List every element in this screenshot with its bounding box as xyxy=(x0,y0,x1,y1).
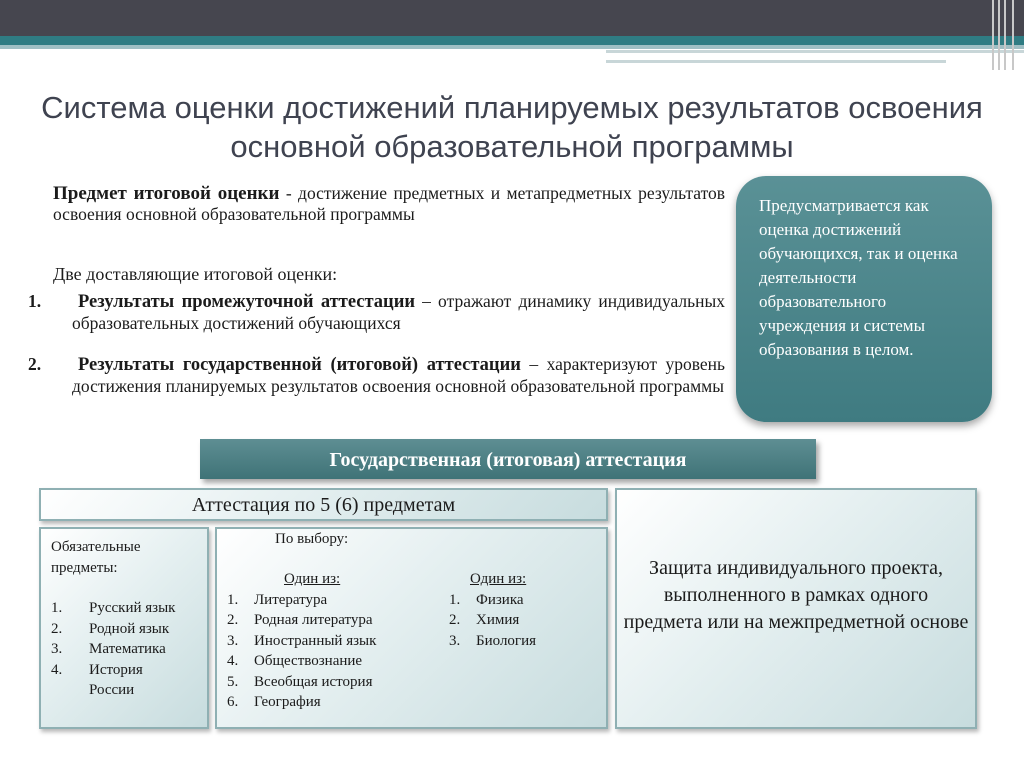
project-defense-panel: Защита индивидуального проекта, выполненного в рамках одного предмета или на межпредметной основе xyxy=(615,488,977,729)
list-item: 4. История России xyxy=(51,661,143,698)
decor-line xyxy=(606,50,1024,53)
elective-title: По выбору: xyxy=(275,531,349,547)
top-accent-stripe xyxy=(0,36,1024,45)
mandatory-title: Обязательные предметы: xyxy=(51,539,141,576)
list-item: 2. Родной язык xyxy=(51,620,170,637)
mandatory-subjects-panel xyxy=(39,527,209,729)
decor-line xyxy=(992,0,994,70)
list-item: 3. Биология xyxy=(449,632,537,649)
subject-label: Предмет итоговой оценки xyxy=(53,183,280,204)
list-item: 1. Физика xyxy=(449,591,524,608)
list-item: 2. Родная литература xyxy=(227,612,373,628)
list-item: 3. Математика xyxy=(51,641,166,657)
list-item: 5. Всеобщая история xyxy=(227,673,373,690)
decor-line xyxy=(998,0,1000,70)
list-item: 3. Иностранный язык xyxy=(227,632,377,649)
group-header: Один из: xyxy=(284,571,341,587)
list-item: 2. Химия xyxy=(449,612,520,628)
list-item: 4. Обществознание xyxy=(227,653,363,669)
group-a-list xyxy=(227,590,447,713)
decor-line xyxy=(606,60,946,63)
component-number: 2. xyxy=(28,354,42,374)
component-text: – отражают динамику индивидуальных образовательных достижений обучающихся xyxy=(72,291,725,333)
top-decor-bar xyxy=(0,0,1024,36)
elective-group-b xyxy=(449,569,599,651)
group-b-list xyxy=(449,590,599,652)
component-title: Результаты государственной (итоговой) аттестации xyxy=(78,355,521,375)
component-text: – характеризуют уровень достижения планируемых результатов освоения основной образовательной программы xyxy=(72,354,725,396)
subject-paragraph xyxy=(53,183,725,225)
list-item: 1. Литература xyxy=(227,591,328,608)
group-header: Один из: xyxy=(470,571,527,587)
component-item xyxy=(28,354,725,397)
mandatory-list xyxy=(51,598,207,701)
decor-line xyxy=(1004,0,1006,70)
component-item xyxy=(28,291,725,334)
list-item: 6. География xyxy=(227,694,321,710)
top-accent-stripe-light xyxy=(0,45,1024,49)
component-title: Результаты промежуточной аттестации xyxy=(78,292,416,312)
note-callout: Предусматривается как оценка достижений обучающихся, так и оценка деятельности образовательного учреждения и системы образования в целом. xyxy=(736,176,992,422)
slide-title: Система оценки достижений планируемых результатов освоения основной образовательной программы xyxy=(41,90,983,164)
list-item: 1. Русский язык xyxy=(51,600,176,616)
decor-line xyxy=(1012,0,1014,70)
component-number: 1. xyxy=(28,291,42,311)
elective-group-a xyxy=(227,569,447,713)
gia-header-bar: Государственная (итоговая) аттестация xyxy=(200,439,816,479)
attestation-subjects-bar: Аттестация по 5 (6) предметам xyxy=(39,488,608,521)
subject-text: - достижение предметных и метапредметных результатов освоения основной образовательной программы xyxy=(53,183,725,224)
elective-subjects-panel xyxy=(215,527,608,729)
components-label: Две доставляющие итоговой оценки: xyxy=(53,264,338,284)
